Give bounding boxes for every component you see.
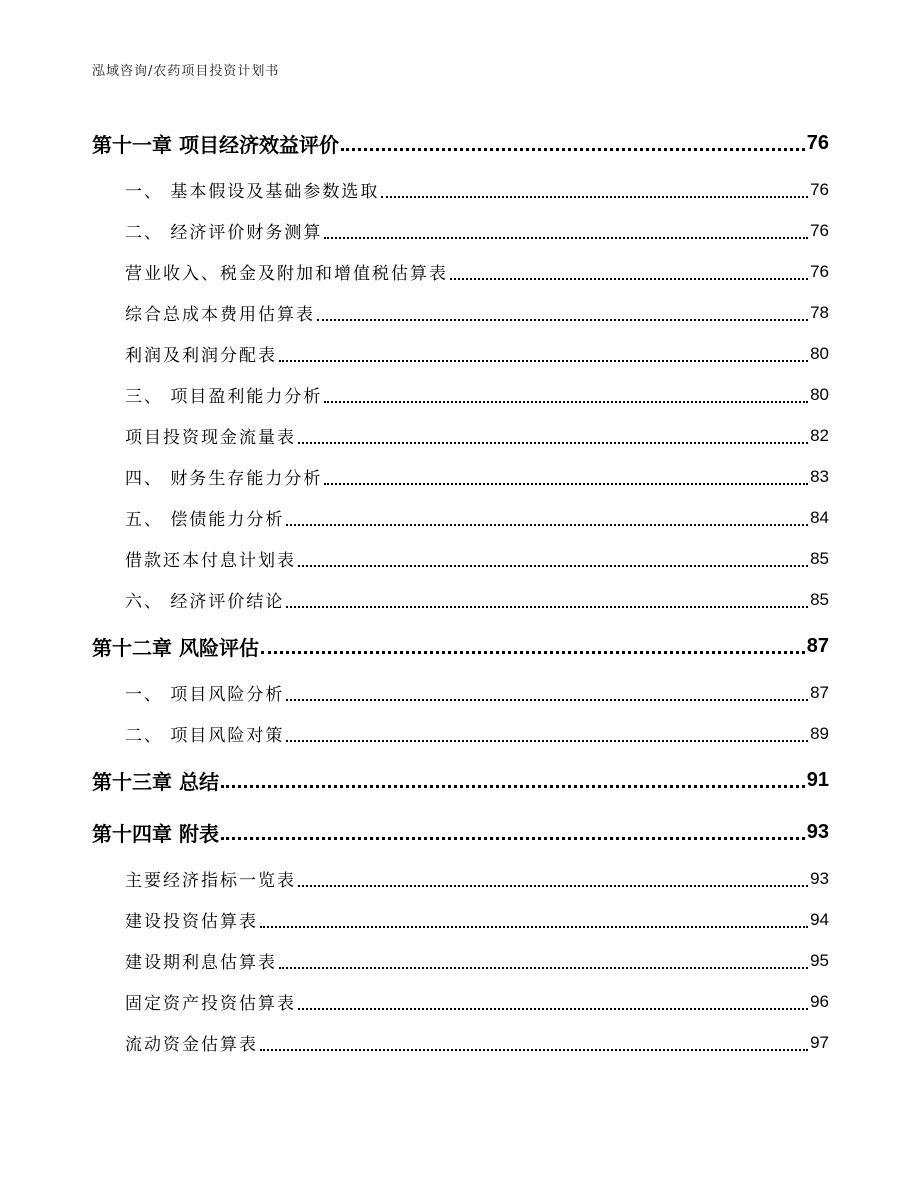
toc-dot-leader <box>381 195 808 198</box>
toc-entry-title: 六、 经济评价结论 <box>125 592 285 612</box>
toc-dot-leader <box>221 784 805 788</box>
toc-entry-title: 二、 项目风险对策 <box>125 726 285 746</box>
toc-entry-title: 第十一章 项目经济效益评价 <box>92 132 339 157</box>
toc-dot-leader <box>286 739 808 742</box>
toc-entry-title: 建设期利息估算表 <box>125 953 277 973</box>
toc-dot-leader <box>317 318 808 321</box>
toc-dot-leader <box>298 441 808 444</box>
toc-entry-title: 第十三章 总结 <box>92 769 219 794</box>
toc-dot-leader <box>324 236 808 239</box>
toc-entry-page-number: 76 <box>810 261 829 281</box>
toc-dot-leader <box>286 605 808 608</box>
toc-entry-page-number: 83 <box>810 466 829 486</box>
toc-entry-page-number: 87 <box>810 682 829 702</box>
toc-dot-leader <box>261 650 805 654</box>
toc-chapter-entry[interactable] <box>92 117 829 169</box>
toc-entry-page-number: 95 <box>810 950 829 970</box>
toc-dot-leader <box>341 147 805 151</box>
toc-entry-title: 利润及利润分配表 <box>125 346 277 366</box>
toc-chapter-entry[interactable] <box>92 754 829 806</box>
toc-entry-title: 借款还本付息计划表 <box>125 551 296 571</box>
toc-entry-title: 五、 偿债能力分析 <box>125 510 285 530</box>
toc-entry-page-number: 80 <box>810 384 829 404</box>
toc-section-entry[interactable] <box>92 210 829 251</box>
toc-section-entry[interactable] <box>92 251 829 292</box>
toc-section-entry[interactable] <box>92 415 829 456</box>
toc-entry-page-number: 80 <box>810 343 829 363</box>
toc-dot-leader <box>221 836 805 840</box>
toc-chapter-entry[interactable] <box>92 620 829 672</box>
toc-entry-page-number: 96 <box>810 991 829 1011</box>
toc-section-entry[interactable] <box>92 899 829 940</box>
toc-entry-page-number: 89 <box>810 723 829 743</box>
toc-entry-title: 第十二章 风险评估 <box>92 635 259 660</box>
toc-section-entry[interactable] <box>92 292 829 333</box>
toc-entry-page-number: 97 <box>810 1032 829 1052</box>
toc-dot-leader <box>286 523 808 526</box>
toc-section-entry[interactable] <box>92 1022 829 1063</box>
toc-entry-page-number: 91 <box>806 768 829 791</box>
toc-dot-leader <box>260 925 808 928</box>
toc-dot-leader <box>260 1048 808 1051</box>
toc-dot-leader <box>298 1007 808 1010</box>
toc-dot-leader <box>324 482 808 485</box>
toc-section-entry[interactable] <box>92 672 829 713</box>
toc-entry-title: 主要经济指标一览表 <box>125 871 296 891</box>
toc-entry-title: 综合总成本费用估算表 <box>125 305 315 325</box>
toc-entry-title: 流动资金估算表 <box>125 1035 258 1055</box>
toc-section-entry[interactable] <box>92 333 829 374</box>
toc-section-entry[interactable] <box>92 713 829 754</box>
toc-section-entry[interactable] <box>92 374 829 415</box>
toc-section-entry[interactable] <box>92 169 829 210</box>
toc-entry-title: 建设投资估算表 <box>125 912 258 932</box>
toc-entry-title: 一、 基本假设及基础参数选取 <box>125 182 380 202</box>
toc-section-entry[interactable] <box>92 858 829 899</box>
toc-entry-page-number: 76 <box>806 131 829 154</box>
toc-entry-title: 一、 项目风险分析 <box>125 685 285 705</box>
toc-dot-leader <box>298 884 808 887</box>
toc-entry-title: 固定资产投资估算表 <box>125 994 296 1014</box>
toc-entry-page-number: 76 <box>810 220 829 240</box>
toc-entry-page-number: 82 <box>810 425 829 445</box>
toc-section-entry[interactable] <box>92 940 829 981</box>
toc-entry-page-number: 85 <box>810 589 829 609</box>
toc-section-entry[interactable] <box>92 981 829 1022</box>
toc-entry-page-number: 93 <box>810 868 829 888</box>
toc-entry-page-number: 94 <box>810 909 829 929</box>
toc-dot-leader <box>450 277 808 280</box>
toc-entry-title: 四、 财务生存能力分析 <box>125 469 323 489</box>
toc-entry-page-number: 84 <box>810 507 829 527</box>
toc-entry-title: 三、 项目盈利能力分析 <box>125 387 323 407</box>
toc-entry-title: 营业收入、税金及附加和增值税估算表 <box>125 264 448 284</box>
toc-dot-leader <box>279 966 808 969</box>
toc-dot-leader <box>286 698 808 701</box>
toc-dot-leader <box>279 359 808 362</box>
toc-section-entry[interactable] <box>92 538 829 579</box>
page-header: 泓域咨询/农药项目投资计划书 <box>92 64 280 79</box>
toc-entry-page-number: 93 <box>806 820 829 843</box>
toc-dot-leader <box>298 564 808 567</box>
toc-entry-page-number: 87 <box>806 634 829 657</box>
toc-entry-title: 项目投资现金流量表 <box>125 428 296 448</box>
toc-chapter-entry[interactable] <box>92 806 829 858</box>
toc-section-entry[interactable] <box>92 497 829 538</box>
toc-section-entry[interactable] <box>92 456 829 497</box>
toc-dot-leader <box>324 400 808 403</box>
toc-entry-page-number: 76 <box>810 179 829 199</box>
toc-entry-page-number: 78 <box>810 302 829 322</box>
toc-entry-title: 二、 经济评价财务测算 <box>125 223 323 243</box>
toc-entry-title: 第十四章 附表 <box>92 821 219 846</box>
toc-entry-page-number: 85 <box>810 548 829 568</box>
table-of-contents <box>92 117 829 1063</box>
toc-section-entry[interactable] <box>92 579 829 620</box>
